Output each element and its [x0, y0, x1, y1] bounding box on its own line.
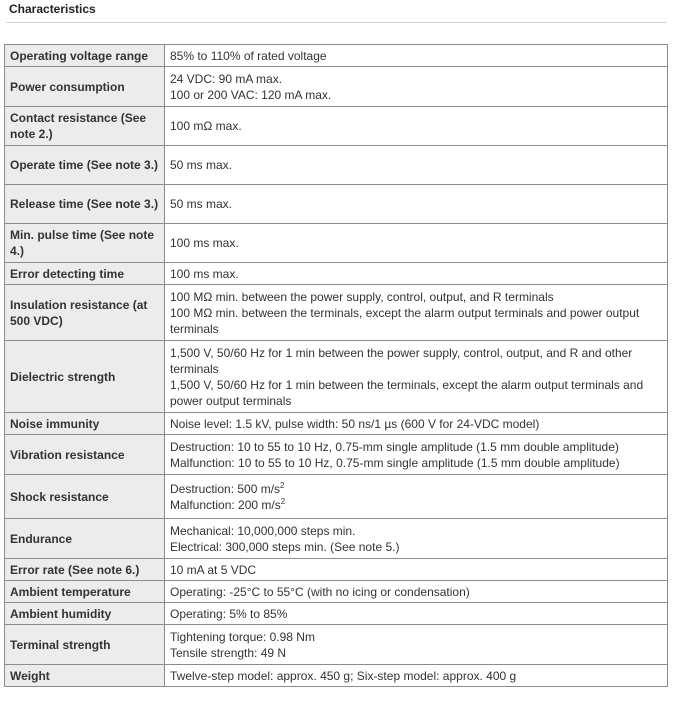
row-value: [165, 625, 668, 665]
title-divider: [6, 22, 667, 23]
table-row: [5, 67, 668, 107]
row-value: [165, 263, 668, 285]
value-line: 100 or 200 VAC: 120 mA max.: [170, 87, 332, 102]
value-line: 10 mA at 5 VDC: [170, 562, 257, 577]
table-row: [5, 559, 668, 581]
row-value: [165, 146, 668, 185]
value-line: 100 ms max.: [170, 236, 239, 250]
row-value: [165, 603, 668, 625]
unit-exponent: 2: [280, 496, 286, 506]
shock-malfunction-text: Malfunction: 200 m/s: [170, 497, 281, 512]
row-value: [165, 665, 668, 687]
row-value: [165, 581, 668, 603]
table-row: [5, 413, 668, 435]
row-label: Endurance: [5, 519, 165, 559]
row-value: [165, 45, 668, 67]
value-line: 24 VDC: 90 mA max.: [170, 71, 283, 86]
row-value: [165, 341, 668, 413]
row-label: Shock resistance: [5, 475, 165, 519]
value-line: Tightening torque: 0.98 Nm: [170, 629, 315, 644]
value-line: Electrical: 300,000 steps min. (See note 5.): [170, 539, 400, 554]
table-row: [5, 475, 668, 519]
row-label: Insulation resistance (at 500 VDC): [5, 285, 165, 341]
value-line: 100 mΩ max.: [170, 119, 242, 133]
row-value: [165, 435, 668, 475]
row-label: Terminal strength: [5, 625, 165, 665]
row-label: Vibration resistance: [5, 435, 165, 475]
value-line: Tensile strength: 49 N: [170, 645, 287, 660]
characteristics-table: [4, 44, 668, 687]
row-value: [165, 107, 668, 146]
section-title: Characteristics: [9, 2, 96, 16]
row-label: Contact resistance (See note 2.): [5, 107, 165, 146]
value-line: Operating: 5% to 85%: [170, 606, 288, 621]
row-value: [165, 224, 668, 263]
row-value: [165, 413, 668, 435]
table-row: [5, 341, 668, 413]
value-line: Twelve-step model: approx. 450 g; Six-step model: approx. 400 g: [170, 668, 517, 683]
shock-destruction-text: Destruction: 500 m/s: [170, 481, 281, 496]
value-line: 1,500 V, 50/60 Hz for 1 min between the terminals, except the alarm output terminals and power output terminals: [170, 377, 644, 408]
table-row: [5, 146, 668, 185]
row-label: Error rate (See note 6.): [5, 559, 165, 581]
row-value: [165, 519, 668, 559]
row-label: Weight: [5, 665, 165, 687]
row-label: Release time (See note 3.): [5, 185, 165, 224]
value-line: Noise level: 1.5 kV, pulse width: 50 ns/1 µs (600 V for 24-VDC model): [170, 416, 540, 431]
value-line: Mechanical: 10,000,000 steps min.: [170, 523, 356, 538]
value-line: 100 MΩ min. between the power supply, control, output, and R terminals: [170, 289, 554, 304]
table-row: [5, 45, 668, 67]
value-line: Malfunction: 10 to 55 to 10 Hz, 0.75-mm single amplitude (1.5 mm double amplitude): [170, 455, 620, 470]
table-row: [5, 224, 668, 263]
table-row: [5, 435, 668, 475]
row-label: Noise immunity: [5, 413, 165, 435]
table-row: [5, 603, 668, 625]
table-row: [5, 185, 668, 224]
row-value: [165, 475, 668, 519]
value-line: 100 MΩ min. between the terminals, except the alarm output terminals and power output terminals: [170, 305, 640, 336]
row-label: Error detecting time: [5, 263, 165, 285]
unit-exponent: 2: [280, 480, 285, 490]
table-row: [5, 107, 668, 146]
table-row: [5, 263, 668, 285]
row-value: [165, 285, 668, 341]
value-line: Operating: -25°C to 55°C (with no icing or condensation): [170, 584, 470, 599]
value-line: 1,500 V, 50/60 Hz for 1 min between the power supply, control, output, and R and other terminals: [170, 345, 633, 376]
row-label: Operate time (See note 3.): [5, 146, 165, 185]
table-row: [5, 625, 668, 665]
row-label: Operating voltage range: [5, 45, 165, 67]
table-row: [5, 581, 668, 603]
row-label: Ambient temperature: [5, 581, 165, 603]
value-line: [170, 481, 663, 497]
value-line: 85% to 110% of rated voltage: [170, 48, 327, 63]
row-value: [165, 67, 668, 107]
row-label: Min. pulse time (See note 4.): [5, 224, 165, 263]
value-line: 50 ms max.: [170, 197, 233, 211]
row-value: [165, 559, 668, 581]
table-row: [5, 285, 668, 341]
row-label: Dielectric strength: [5, 341, 165, 413]
table-row: [5, 665, 668, 687]
value-line: 50 ms max.: [170, 158, 233, 172]
row-label: Ambient humidity: [5, 603, 165, 625]
row-label: Power consumption: [5, 67, 165, 107]
value-line: [170, 497, 663, 513]
table-row: [5, 519, 668, 559]
row-value: [165, 185, 668, 224]
value-line: Destruction: 10 to 55 to 10 Hz, 0.75-mm single amplitude (1.5 mm double amplitude): [170, 439, 619, 454]
value-line: 100 ms max.: [170, 266, 239, 281]
